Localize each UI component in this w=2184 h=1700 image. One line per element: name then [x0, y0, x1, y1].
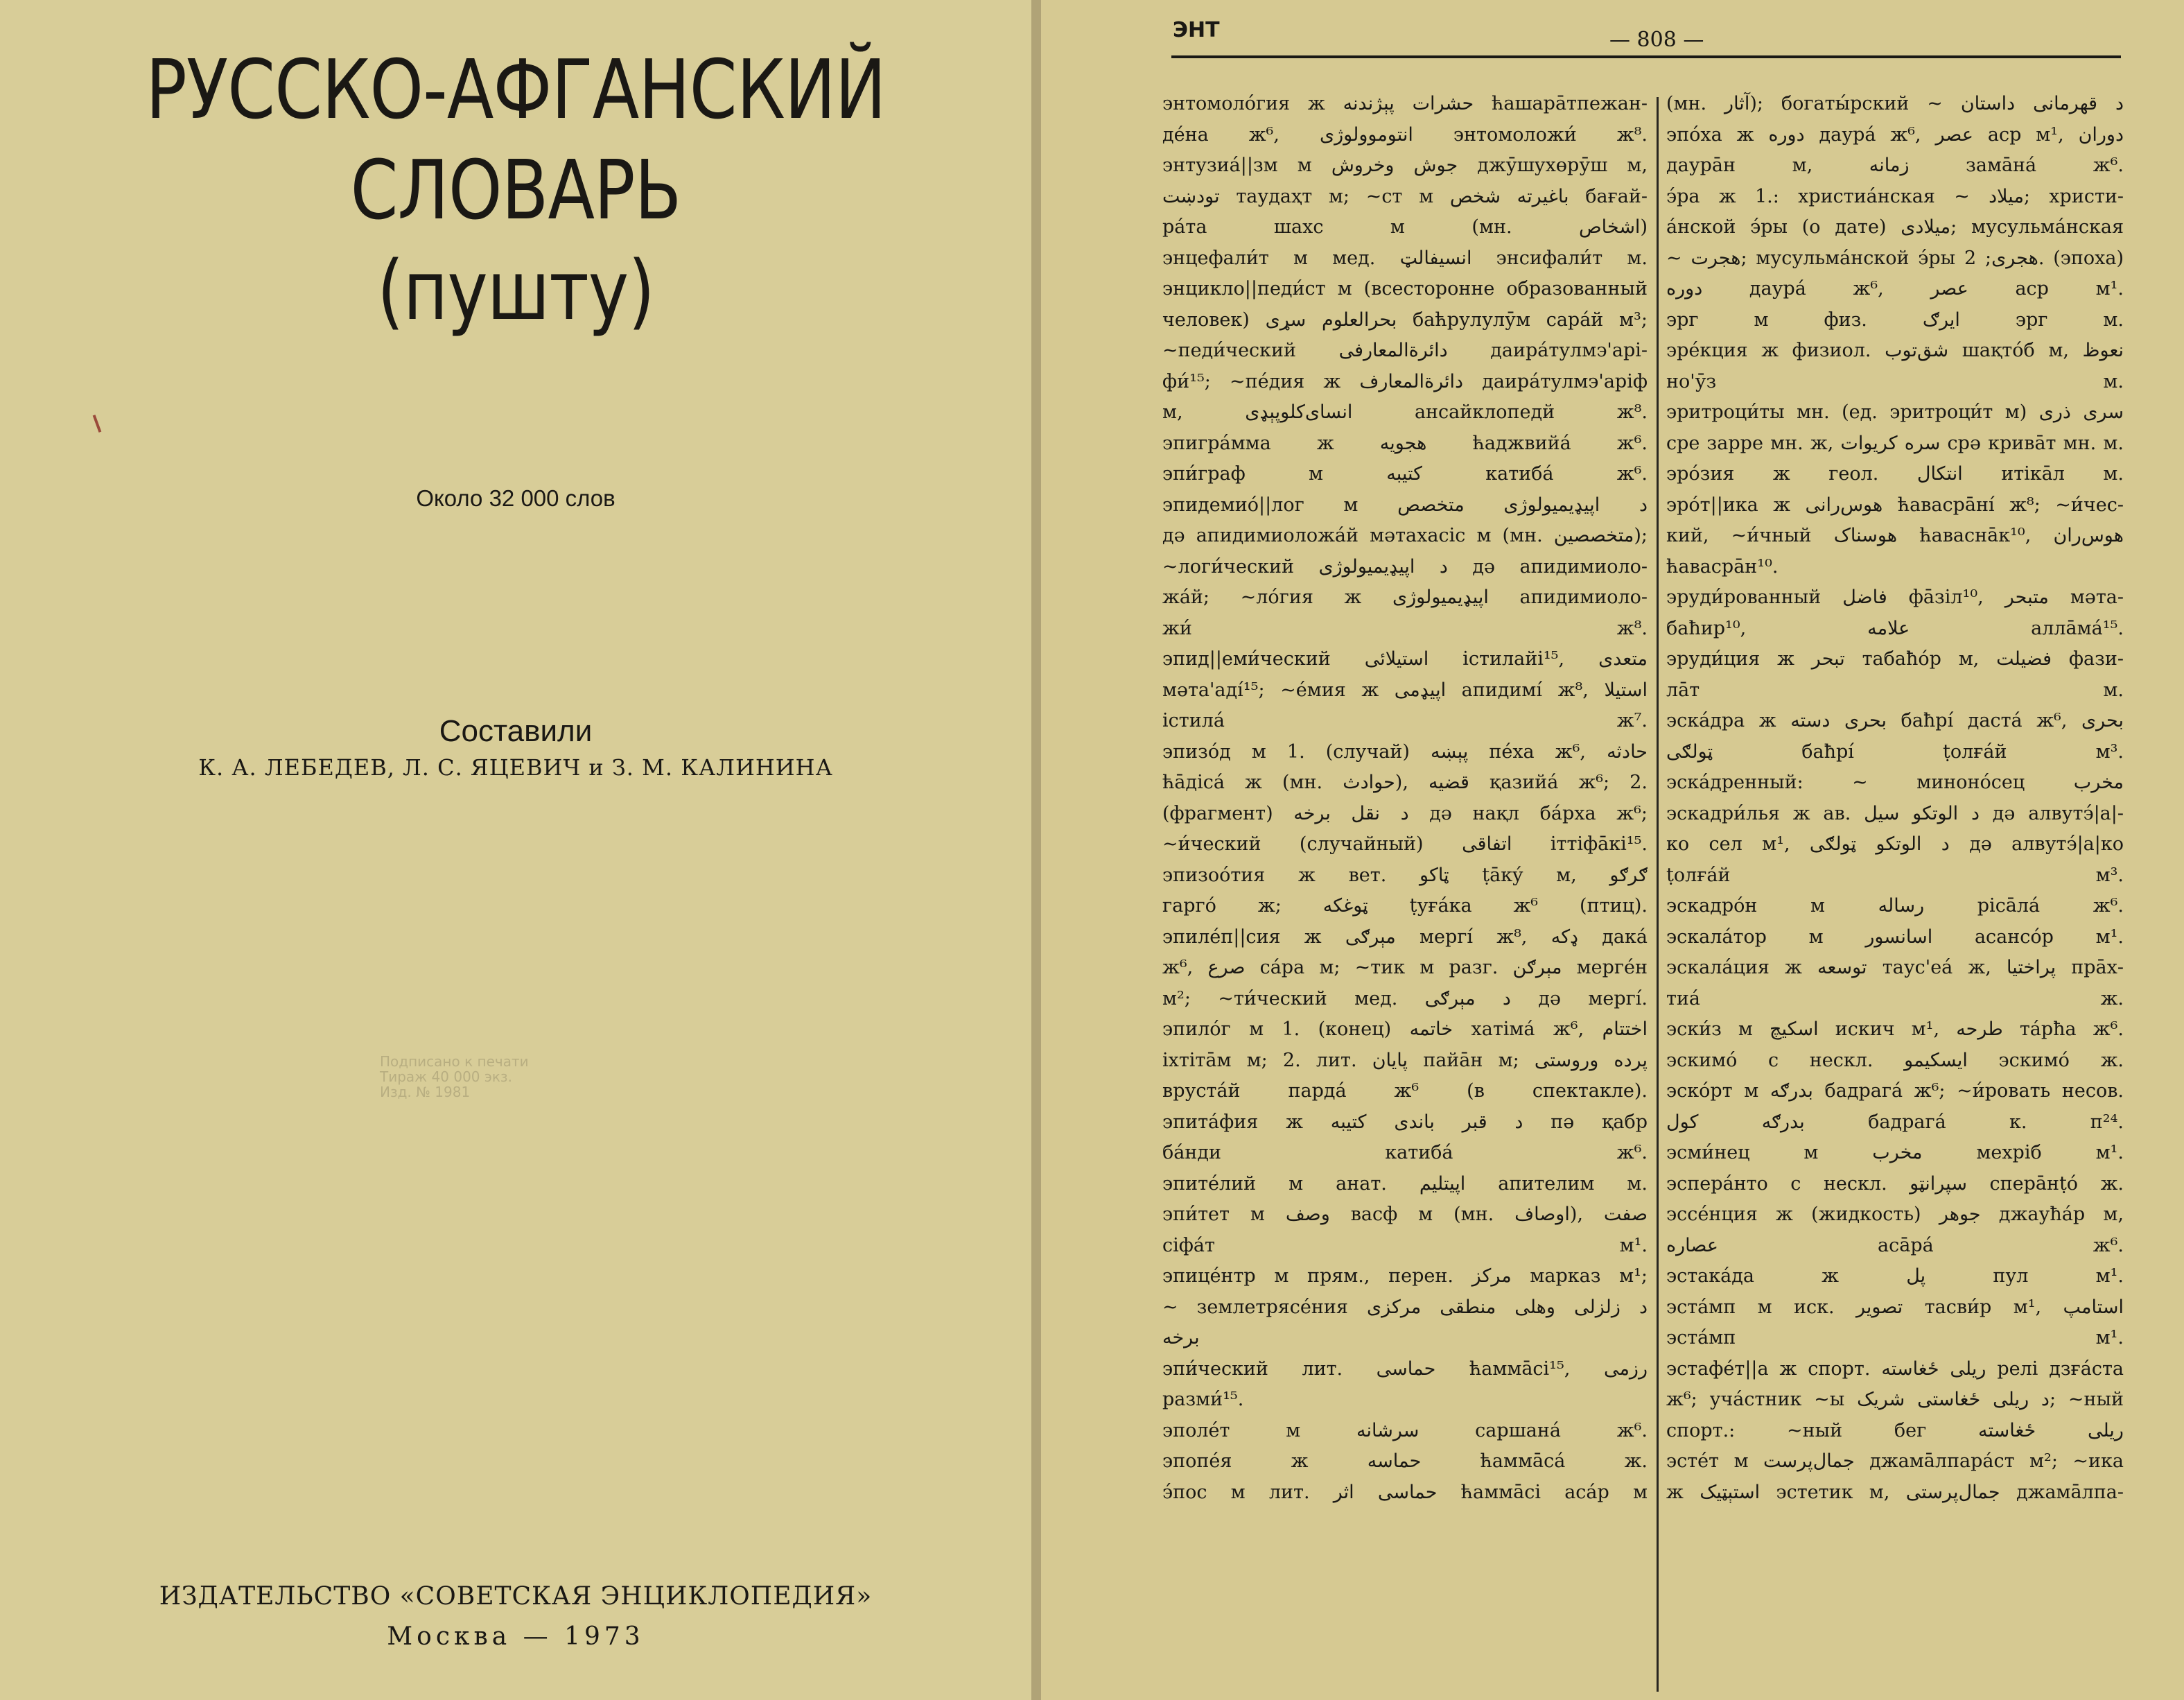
dictionary-line: эстáмп м¹.	[1666, 1327, 2124, 1348]
dictionary-line: ћа̄дісá ж (мн. حوادث), قضیه қазийá ж⁶; 2.	[1162, 772, 1648, 793]
dictionary-line: эро́т||ика ж هوس‌رانی ћавасрāнí ж⁸; ~и́чес-	[1666, 494, 2124, 516]
dictionary-line: эпидемио́||лог м د اپیډیمیولوژی متخصص	[1162, 494, 1648, 516]
dictionary-line: эруди́ция ж تبحر табаħóр м, فضیلت фази-	[1666, 648, 2124, 670]
title-page	[0, 0, 1031, 1700]
dictionary-line: بدرګه کول бадрагá к. п²⁴.	[1666, 1111, 2124, 1133]
dictionary-line: эстака́да ж پل пул м¹.	[1666, 1265, 2124, 1287]
dictionary-line: э́ра ж 1.: христиа́нская ~ میلاد; христи-	[1666, 185, 2124, 207]
dictionary-line: врустáй пардá ж⁶ (в спектакле).	[1162, 1080, 1648, 1102]
dictionary-line: ټولګی баħрí ṭолға́й м³.	[1666, 740, 2124, 763]
dictionary-line: эпило́г м 1. (конец) خاتمه хатімá ж⁶, اختتام	[1162, 1018, 1648, 1040]
dictionary-line: эпи́граф м کتیبه катибá ж⁶.	[1162, 463, 1648, 485]
dictionary-line: эпопе́я ж حماسه ћаммāсá ж.	[1162, 1450, 1648, 1472]
dictionary-line: ко сел м¹, د الوتکو ټولګی дә алвутэ́|а|ко	[1666, 833, 2124, 855]
dictionary-line: энтомоло́гия ж حشرات پېژندنه ћашара̄тпежан-	[1162, 93, 1648, 114]
dictionary-line: м²; ~ти́ческий мед. د مېرګی дә мергí.	[1162, 987, 1648, 1009]
dictionary-line: ~педи́ческий دائرة‌المعارفی даирáтулмэ'арі-	[1162, 340, 1648, 361]
column-rule	[1657, 97, 1659, 1692]
dictionary-line: іхтіта̄м м; 2. лит. پایان пайа̄н м; پرده وروستی	[1162, 1049, 1648, 1071]
dictionary-line: эполе́т м سرشانه саршанá ж⁶.	[1162, 1419, 1648, 1441]
dictionary-line: даура̄н м, زمانه замāнá ж⁶.	[1666, 155, 2124, 176]
dictionary-line: дéна ж⁶, انتوموولوژی энтомоложи́ ж⁸.	[1162, 123, 1648, 146]
dictionary-line: эпи́ческий лит. حماسی ћаммāсі¹⁵, رزمی	[1162, 1358, 1648, 1380]
book-spine	[1031, 0, 1041, 1700]
dictionary-line: разми́¹⁵.	[1162, 1389, 1244, 1410]
dictionary-line: эре́кция ж физиол. شق‌توب шақтóб м, نعوظ	[1666, 340, 2124, 361]
dictionary-line: эрг м физ. ایرګ эрг м.	[1666, 309, 2124, 331]
dictionary-line: عصاره асāрá ж⁶.	[1666, 1234, 2124, 1256]
dictionary-line: м, انسای‌کلوپېډی ансайклопедй ж⁸.	[1162, 401, 1648, 423]
dictionary-line: баħир¹⁰, علامه аллāмá¹⁵.	[1666, 617, 2124, 639]
dictionary-line: дә апидимиоложáй мәтахасіс м (мн. متخصصین);	[1162, 525, 1648, 546]
dictionary-line: эпита́фия ж د قبر باندی کتیبه пә қабр	[1162, 1111, 1648, 1133]
dictionary-line: эссе́нция ж (жидкость) جوهر джауħáр м,	[1666, 1204, 2124, 1225]
stamp-line: Тираж 40 000 экз.	[380, 1068, 512, 1085]
title-line-3: (пушту)	[377, 243, 654, 338]
stamp-line: Подписано к печати	[380, 1053, 529, 1070]
title-line-1: РУССКО-АФГАНСКИЙ	[146, 42, 886, 137]
faded-stamp	[380, 1054, 615, 1102]
dictionary-line: сре зарре мн. ж, سره کریوات срә крива̄т мн. м.	[1666, 432, 2124, 454]
stamp-line: Изд. № 1981	[380, 1084, 471, 1100]
dictionary-line: энцикло||педи́ст м (всесторонне образованный	[1162, 278, 1648, 300]
pencil-mark	[93, 415, 102, 433]
dictionary-line: эскимо́ с нескл. ایسکیمو эскимó ж.	[1666, 1049, 2124, 1071]
dictionary-line: эска́дра ж بحری دسته баħрí дастá ж⁶, بحری	[1666, 710, 2124, 731]
dictionary-line: эпизо́д м 1. (случай) پېښه пéха ж⁶, حادثه	[1162, 740, 1648, 763]
dictionary-line: (фрагмент) د نقل برخه дә нақл бáрха ж⁶;	[1162, 802, 1648, 824]
dictionary-line: но'ӯз м.	[1666, 370, 2124, 392]
dictionary-line: сіфáт м¹.	[1162, 1234, 1648, 1256]
dictionary-line: істилá ж⁷.	[1162, 710, 1648, 731]
dictionary-line: эпигра́мма ж هجویه ћаджвийá ж⁶.	[1162, 432, 1648, 454]
dictionary-line: ла̄т м.	[1666, 679, 2124, 701]
page-number: — 808 —	[1609, 28, 1704, 52]
dictionary-line: эскала́ция ж توسعه таус'еа́ ж, پراختیا пра̄х-	[1666, 957, 2124, 978]
compiled-by: Составили	[439, 714, 593, 748]
dictionary-line: фи́¹⁵; ~пе́дия ж دائرة‌المعارف даирáтулмэ'аріф	[1162, 370, 1648, 392]
header-word: ЭНТ	[1173, 18, 1220, 42]
dictionary-line: эскадро́н м رساله рісāлá ж⁶.	[1666, 895, 2124, 917]
dictionary-line: эруди́рованный فاضل фа̄зіл¹⁰, متبحر мәта-	[1666, 587, 2124, 608]
dictionary-line: эро́зия ж геол. انتکال итіка̄л м.	[1666, 463, 2124, 485]
dictionary-line: ~ هجرت; мусульма́нской э́ры هجری; 2. (эпоха)	[1666, 247, 2124, 269]
dictionary-line: эски́з м اسکیچ искич м¹, طرحه та́рħа ж⁶.	[1666, 1018, 2124, 1040]
dictionary-line: эпице́нтр м прям., перен. مرکز марказ м¹;	[1162, 1265, 1648, 1287]
dictionary-line: برخه	[1162, 1327, 1200, 1348]
dictionary-line: жáй; ~ло́гия ж اپیډیمیولوژی апидимиоло-	[1162, 587, 1648, 608]
dictionary-line: تودښت таудаҳт м; ~ст м باغیرته شخص бағай-	[1162, 185, 1648, 207]
dictionary-line: эритроци́ты мн. (ед. эритроци́т м) سری ذری	[1666, 401, 2124, 423]
dictionary-line: ра́та шахс м (мн. اشخاص)	[1162, 216, 1648, 238]
dictionary-line: эсте́т м جمال‌پرست джамāлпарáст м²; ~ика	[1666, 1450, 2124, 1472]
header-rule	[1171, 55, 2121, 58]
publisher: ИЗДАТЕЛЬСТВО «СОВЕТСКАЯ ЭНЦИКЛОПЕДИЯ»	[159, 1582, 873, 1611]
dictionary-line: э́пос м лит. حماسی اثر ћаммāсі асáр м	[1162, 1481, 1648, 1503]
word-count: Около 32 000 слов	[416, 485, 615, 511]
dictionary-line: эскадри́лья ж ав. د الوتکو سیل дә алвутэ́|а|-	[1666, 802, 2124, 824]
dictionary-line: ~ землетрясе́ния د زلزلی وهلی منطقی مرکزی	[1162, 1296, 1648, 1318]
dictionary-line: эпиле́п||сия ж مېرګی мергí ж⁸, ډکه дакá	[1162, 926, 1648, 948]
dictionary-line: ћавасра̄н¹⁰.	[1666, 555, 1779, 578]
dictionary-line: эстафе́т||а ж спорт. ریلی ځغاسته релі дзға́ста	[1666, 1358, 2124, 1380]
dictionary-line: кий, ~и́чный هوسناک ћаваснāк¹⁰, هوس‌ران	[1666, 525, 2124, 546]
dictionary-line: эста́мп м иск. تصویر тасви́р м¹, استامپ	[1666, 1296, 2124, 1318]
title-line-2: СЛОВАРЬ	[350, 142, 681, 238]
dictionary-line: мәта'адí¹⁵; ~е́мия ж اپیډمی апидимí ж⁸, استیلا	[1162, 679, 1648, 701]
dictionary-line: эпи́тет м وصف васф м (мн. اوصاف), صفت	[1162, 1204, 1648, 1225]
dictionary-line: (мн. آثار); богаты́рский ~ د قهرمانی داستان	[1666, 93, 2124, 114]
dictionary-line: эпизоо́тия ж вет. ټاکو ṭа̄кý м, ګرګو	[1162, 864, 1648, 886]
dictionary-line: эспера́нто с нескл. سپرانټو сперāнṭó ж.	[1666, 1172, 2124, 1195]
dictionary-line: энтузиа́||зм м جوش وخروش джӯшухөрӯш м,	[1162, 155, 1648, 176]
dictionary-line: ṭолға́й м³.	[1666, 864, 2124, 886]
dictionary-line: эпид||еми́ческий استیلائی істилайі¹⁵, متعدی	[1162, 648, 1648, 670]
dictionary-page	[1041, 0, 2184, 1700]
dictionary-line: ~и́ческий (случайный) اتفاقی іттіфа̄кі¹⁵.	[1162, 833, 1648, 855]
dictionary-line: دوره даурá ж⁶, عصر аср м¹.	[1666, 278, 2124, 300]
authors: К. А. ЛЕБЕДЕВ, Л. С. ЯЦЕВИЧ и З. М. КАЛИНИНА	[198, 754, 833, 781]
left-column	[1162, 89, 1648, 1508]
dictionary-line: эско́рт м بدرګه бадрагá ж⁶; ~и́ровать несов.	[1666, 1080, 2124, 1102]
dictionary-line: эпо́ха ж دوره даурá ж⁶, عصر аср м¹, دوران	[1666, 123, 2124, 146]
dictionary-line: тиа́ ж.	[1666, 987, 2124, 1009]
dictionary-line: энцефали́т м мед. انسیفالټ энсифали́т м.	[1162, 247, 1648, 269]
dictionary-line: эска́дренный: ~ миноно́сец مخرب	[1666, 772, 2124, 793]
dictionary-line: ж استېټیک эстетик м, جمال‌پرستی джамāлпа-	[1666, 1481, 2124, 1503]
dictionary-line: спорт.: ~ный бег ریلی ځغاسته	[1666, 1419, 2124, 1441]
dictionary-line: эсми́нец м مخرب мехріб м¹.	[1666, 1142, 2124, 1163]
dictionary-line: бáнди катибá ж⁶.	[1162, 1142, 1648, 1163]
dictionary-line: жи́ ж⁸.	[1162, 617, 1648, 639]
dictionary-line: человек) بحرالعلوم سړی баћрулулӯм сарáй м³;	[1162, 309, 1648, 331]
dictionary-line: ж⁶; уча́стник ~ы د ریلی ځغاستی شریک; ~ный	[1666, 1389, 2124, 1410]
dictionary-line: гаргó ж; ټوغکه ṭуға́ка ж⁶ (птиц).	[1162, 895, 1648, 917]
dictionary-line: ~логи́ческий د اپیډیمیولوژی дә апидимиоло-	[1162, 555, 1648, 578]
dictionary-line: а́нской э́ры (о дате) میلادی; мусульма́нская	[1666, 216, 2124, 238]
dictionary-line: эскала́тор м اسانسور асансóр м¹.	[1666, 926, 2124, 948]
city-year: Москва — 1973	[387, 1622, 645, 1651]
right-column	[1666, 89, 2124, 1508]
dictionary-line: ж⁶, صرع сáра м; ~тик м разг. مېرګن мергéн	[1162, 957, 1648, 978]
dictionary-line: эпите́лий м анат. اپیتلیم апителим м.	[1162, 1172, 1648, 1195]
